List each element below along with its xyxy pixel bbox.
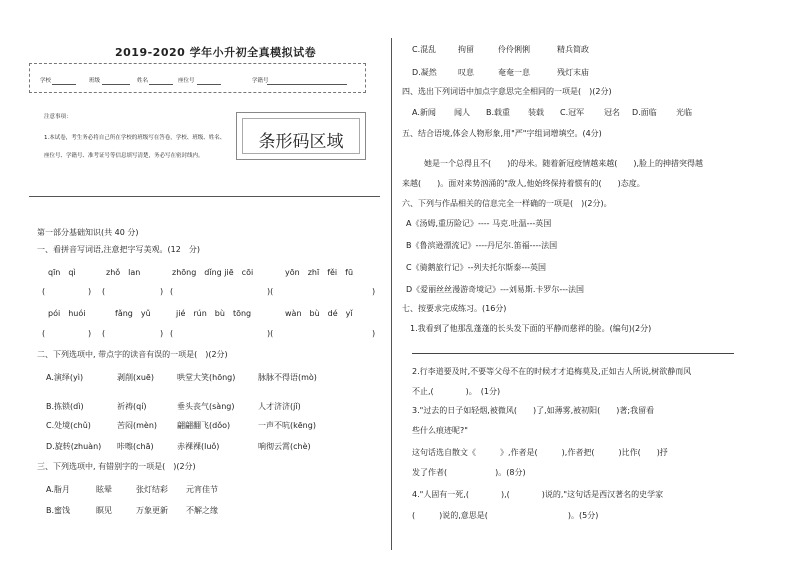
- q3-option-a-word3: 张灯结彩: [136, 485, 168, 494]
- pinyin-2-4: wàn bù dé yǐ: [285, 309, 353, 318]
- question-1: 一、看拼音写词语,注意把字写美观。(12 分): [37, 245, 200, 254]
- q7-item-4-line-2: ( )说的,意思是( )。(5分): [412, 511, 599, 520]
- q3-option-c-word3: 伶伶俐俐: [498, 45, 530, 54]
- answer-paren[interactable]: ): [88, 329, 92, 338]
- q6-option-a[interactable]: A《汤姆,重历险记》---- 马克.吐温---英国: [406, 219, 552, 228]
- notice-line-2: 座位号、学籍号、准考证号等信息填写清楚，务必写在密封线内。: [44, 153, 204, 159]
- answer-paren[interactable]: (: [42, 329, 46, 338]
- student-info-box: [29, 63, 366, 93]
- question-5: 五、结合语境,体会人物形象,用"严"字组词增填空。(4分): [402, 129, 602, 138]
- pinyin-1-1: qīn qì: [48, 268, 76, 277]
- answer-paren[interactable]: ): [372, 287, 376, 296]
- q3-option-a-word4: 元宵佳节: [186, 485, 218, 494]
- class-field[interactable]: [102, 76, 130, 85]
- answer-paren[interactable]: (: [102, 287, 106, 296]
- q7-item-2-line-1: 2.行李道要及时,不要等父母不在的时候才才追梅莫及,正如古人所说,树欲静而风: [412, 367, 692, 376]
- pinyin-2-3: jié rún bù tōng: [176, 309, 252, 318]
- question-7: 七、按要求完成练习。(16分): [402, 304, 507, 313]
- q2-option-d-word3: 赤裸裸(luǒ): [177, 442, 220, 451]
- seat-field[interactable]: [197, 76, 221, 85]
- q6-option-d[interactable]: D《爱丽丝丝漫游奇境记》---刘易斯.卡罗尔---法国: [406, 285, 585, 294]
- q2-option-b-word3: 垂头丧气(sàng): [177, 402, 235, 411]
- q2-option-a-word3: 哄堂大笑(hōng): [177, 373, 236, 382]
- q4-option-d[interactable]: D.面临: [632, 108, 657, 117]
- q3-option-a-word2: 眩晕: [96, 485, 112, 494]
- q2-option-d-word2: 咔嚓(chā): [117, 442, 154, 451]
- q3-option-b-word4: 不解之缘: [186, 506, 218, 515]
- q7-item-3-line-1: 3."过去的日子如轻烟,被微风( )了,如薄雾,被初阳( )著;我留看: [412, 406, 655, 415]
- notice-title: 注意事项：: [44, 114, 72, 120]
- exam-title: 2019-2020 学年小升初全真模拟试卷: [115, 46, 317, 59]
- q2-option-b-word2: 祈祷(qí): [117, 402, 147, 411]
- question-3: 三、下列选项中, 有错别字的一项是( )(2分): [37, 462, 196, 471]
- q2-option-b-word4: 人才济济(jǐ): [258, 402, 301, 411]
- answer-paren[interactable]: )(: [267, 287, 274, 296]
- q7-item-4-line-1: 4."人固有一死,( ),( )说的,"这句话是西汉著名的史学家: [412, 490, 664, 499]
- question-4: 四、选出下列词语中加点字意思完全相同的一项是( )(2分): [402, 87, 612, 96]
- column-divider: [391, 38, 392, 550]
- answer-paren[interactable]: )(: [267, 329, 274, 338]
- q4-option-a-word2: 闻人: [454, 108, 470, 117]
- q5-text-line-1: 她是一个总得且不( )的母米。随着新冠疫情越来越( ),脸上的抻措突得越: [424, 159, 704, 168]
- q4-option-b-word2: 装载: [528, 108, 544, 117]
- header-divider: [29, 196, 380, 197]
- q4-option-c[interactable]: C.冠军: [560, 108, 585, 117]
- part-one-heading: 第一部分基础知识(共 40 分): [37, 228, 139, 237]
- q2-option-b[interactable]: B.拣锁(dì): [46, 402, 84, 411]
- q3-option-d[interactable]: D.凝然: [412, 68, 437, 77]
- q3-option-b-word3: 万象更新: [136, 506, 168, 515]
- q7-item-3-line-4: 发了作者( )。(8分): [412, 468, 526, 477]
- barcode-label: 条形码区域: [258, 132, 344, 152]
- question-6: 六、下列与作品相关的信息完全一样确的一项是( )(2分)。: [402, 199, 612, 208]
- answer-paren[interactable]: ): [88, 287, 92, 296]
- q3-option-b[interactable]: B.蜜饯: [46, 506, 71, 515]
- pinyin-1-2: zhǒ lan: [106, 268, 141, 277]
- seat-label: 座位号: [178, 78, 195, 84]
- q2-option-a-word4: 脉脉不得语(mò): [258, 373, 317, 382]
- question-2: 二、下列选项中, 带点字的读音有误的一项是( )(2分): [37, 350, 228, 359]
- q3-option-d-word3: 奄奄一息: [498, 68, 530, 77]
- q3-option-c[interactable]: C.混乱: [412, 45, 437, 54]
- exam-no-label: 学籍号: [252, 78, 269, 84]
- q5-text-line-2: 来越( )。面对来势汹涌的"敌人,他始终保持着惯有的( )态度。: [402, 179, 645, 188]
- name-label: 姓名: [137, 78, 149, 84]
- q2-option-c-word2: 苦闷(mèn): [117, 421, 158, 430]
- q2-option-c-word4: 一声不吭(kēng): [258, 421, 316, 430]
- q3-option-d-word2: 叹息: [458, 68, 474, 77]
- q2-option-d[interactable]: D.旋转(zhuàn): [46, 442, 102, 451]
- q4-option-b[interactable]: B.载重: [486, 108, 511, 117]
- name-field[interactable]: [149, 76, 173, 85]
- barcode-area: [236, 112, 366, 160]
- q7-item-1: 1.我看到了他那乱蓬蓬的长头发下面的平静而慈祥的脸。(编句)(2分): [410, 324, 652, 333]
- answer-paren[interactable]: ): [372, 329, 376, 338]
- q2-option-c-word3: 翩翩翻飞(dǒo): [177, 421, 231, 430]
- answer-paren[interactable]: (: [170, 329, 174, 338]
- pinyin-2-2: fǎng yǔ: [115, 309, 151, 318]
- answer-paren[interactable]: (: [42, 287, 46, 296]
- answer-paren[interactable]: (: [170, 287, 174, 296]
- pinyin-1-3: zhōng dǐng jiē cōi: [172, 268, 254, 277]
- school-label: 学校: [40, 78, 52, 84]
- answer-paren[interactable]: (: [102, 329, 106, 338]
- school-field[interactable]: [52, 76, 76, 85]
- q7-item-3-line-3: 这句话选自散文《 》,作者是( ),作者把( )比作( )抒: [412, 448, 668, 457]
- pinyin-2-1: pói huói: [48, 309, 86, 318]
- q3-option-a[interactable]: A.脂月: [46, 485, 70, 494]
- q3-option-c-word2: 拘留: [458, 45, 474, 54]
- q3-option-d-word4: 残灯末庙: [557, 68, 589, 77]
- q4-option-d-word2: 光临: [676, 108, 692, 117]
- q6-option-b[interactable]: B《鲁滨逊漂流记》----丹尼尔.笛福----法国: [406, 241, 558, 250]
- notice-line-1: 1.本试卷，考生务必将自己所在学校的班级写在答卷，学校、班级、姓名、: [44, 135, 226, 141]
- pinyin-1-4: yōn zhī fěi fū: [285, 268, 354, 277]
- q7-item-3-line-2: 些什么痕迹呢?": [412, 426, 468, 435]
- q4-option-c-word2: 冠名: [604, 108, 620, 117]
- answer-paren[interactable]: ): [160, 287, 164, 296]
- q3-option-b-word2: 瞑见: [96, 506, 112, 515]
- q2-option-d-word4: 响彻云霄(chè): [258, 442, 311, 451]
- exam-no-field[interactable]: [267, 76, 347, 85]
- q7-item-1-answer-line[interactable]: [412, 353, 734, 354]
- q2-option-a-word2: 剥削(xuē): [117, 373, 154, 382]
- q7-item-2-line-2: 不止,( )。 (1分): [412, 387, 501, 396]
- q3-option-c-word4: 精兵简政: [557, 45, 589, 54]
- q6-option-c[interactable]: C《骑鹅旅行记》--列夫托尔斯泰---英国: [406, 263, 547, 272]
- q2-option-c[interactable]: C.处境(chǔ): [46, 421, 91, 430]
- q2-option-a[interactable]: A.演绎(yì): [46, 373, 84, 382]
- class-label: 班级: [89, 78, 101, 84]
- answer-paren[interactable]: ): [160, 329, 164, 338]
- q4-option-a[interactable]: A.新闻: [412, 108, 436, 117]
